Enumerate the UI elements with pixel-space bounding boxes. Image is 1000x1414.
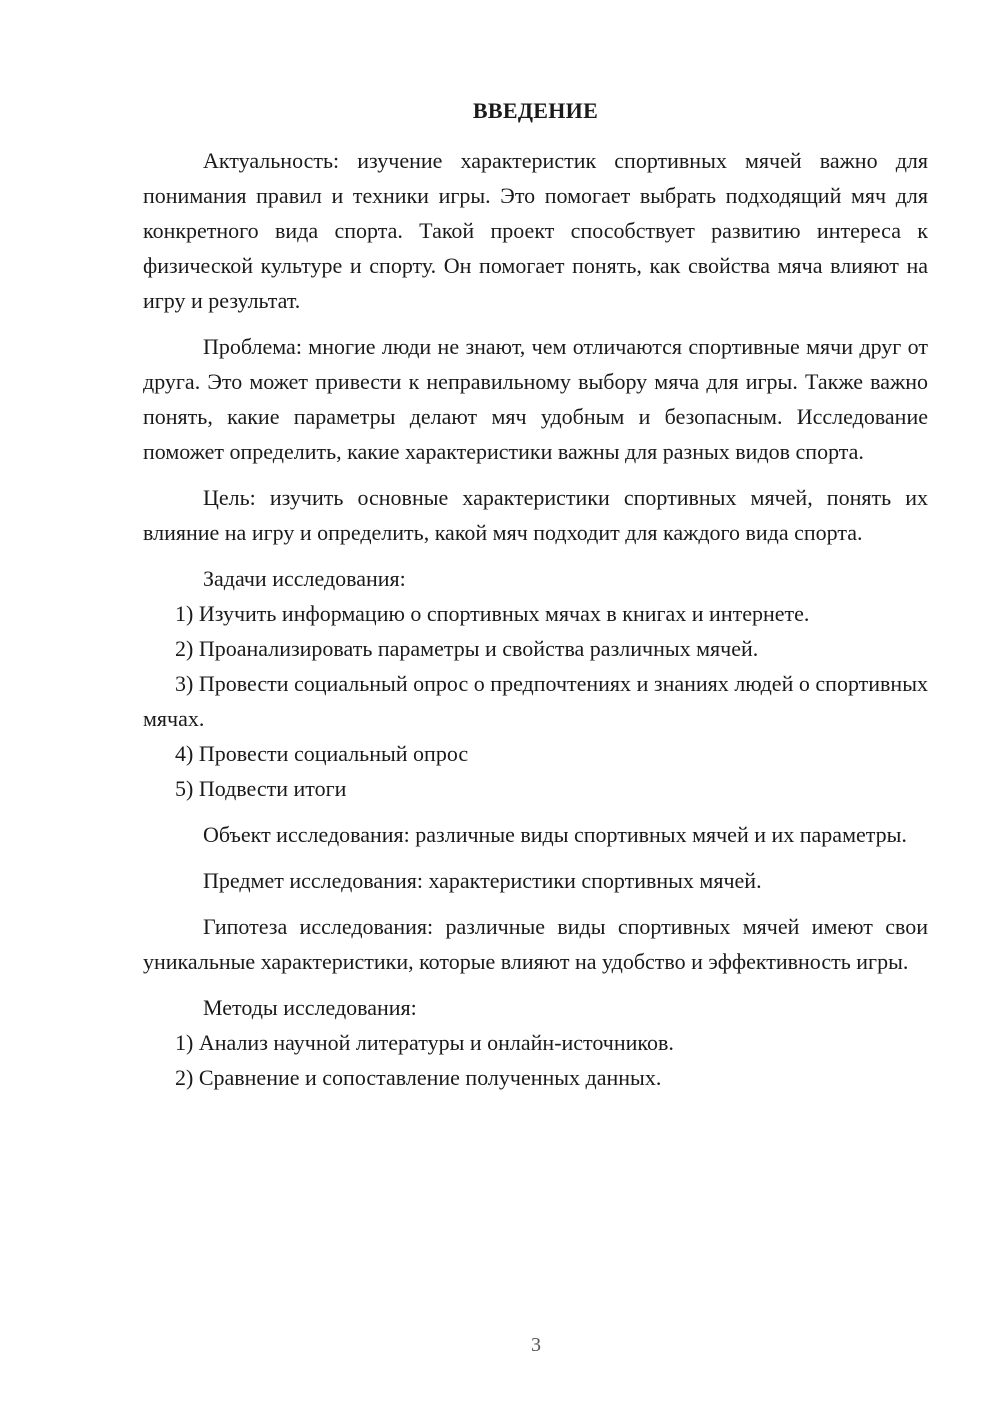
methods-heading: Методы исследования: <box>203 995 417 1020</box>
document-body <box>143 143 928 1095</box>
task-item: 2) Проанализировать параметры и свойства различных мячей. <box>175 636 759 661</box>
hypothesis-paragraph: Гипотеза исследования: различные виды спортивных мячей имеют свои уникальные характеристики, которые влияют на удобство и эффективность игры. <box>143 914 928 974</box>
page-title: ВВЕДЕНИЕ <box>472 98 599 123</box>
page-number: 3 <box>531 1334 541 1356</box>
task-item: 4) Провести социальный опрос <box>175 741 469 766</box>
method-item: 2) Сравнение и сопоставление полученных данных. <box>175 1065 662 1090</box>
subject-paragraph: Предмет исследования: характеристики спортивных мячей. <box>203 868 762 893</box>
object-paragraph: Объект исследования: различные виды спортивных мячей и их параметры. <box>203 822 907 847</box>
problem-paragraph: Проблема: многие люди не знают, чем отличаются спортивные мячи друг от друга. Это может привести к неправильному выбору мяча для игры. Также важно понять, какие параметры делают мяч удобным и безопасным. Исследование поможет определить, какие характеристики важны для разных видов спорта. <box>143 334 928 464</box>
task-item: 1) Изучить информацию о спортивных мячах в книгах и интернете. <box>175 601 810 626</box>
task-item: 5) Подвести итоги <box>175 776 347 801</box>
task-item: 3) Провести социальный опрос о предпочтениях и знаниях людей о спортивных мячах. <box>143 671 928 731</box>
relevance-paragraph: Актуальность: изучение характеристик спортивных мячей важно для понимания правил и техники игры. Это помогает выбрать подходящий мяч для конкретного вида спорта. Такой проект способствует развитию интереса к физической культуре и спорту. Он помогает понять, как свойства мяча влияют на игру и результат. <box>143 148 928 313</box>
goal-paragraph: Цель: изучить основные характеристики спортивных мячей, понять их влияние на игру и определить, какой мяч подходит для каждого вида спорта. <box>143 485 928 545</box>
tasks-heading: Задачи исследования: <box>203 566 406 591</box>
method-item: 1) Анализ научной литературы и онлайн-источников. <box>175 1030 674 1055</box>
